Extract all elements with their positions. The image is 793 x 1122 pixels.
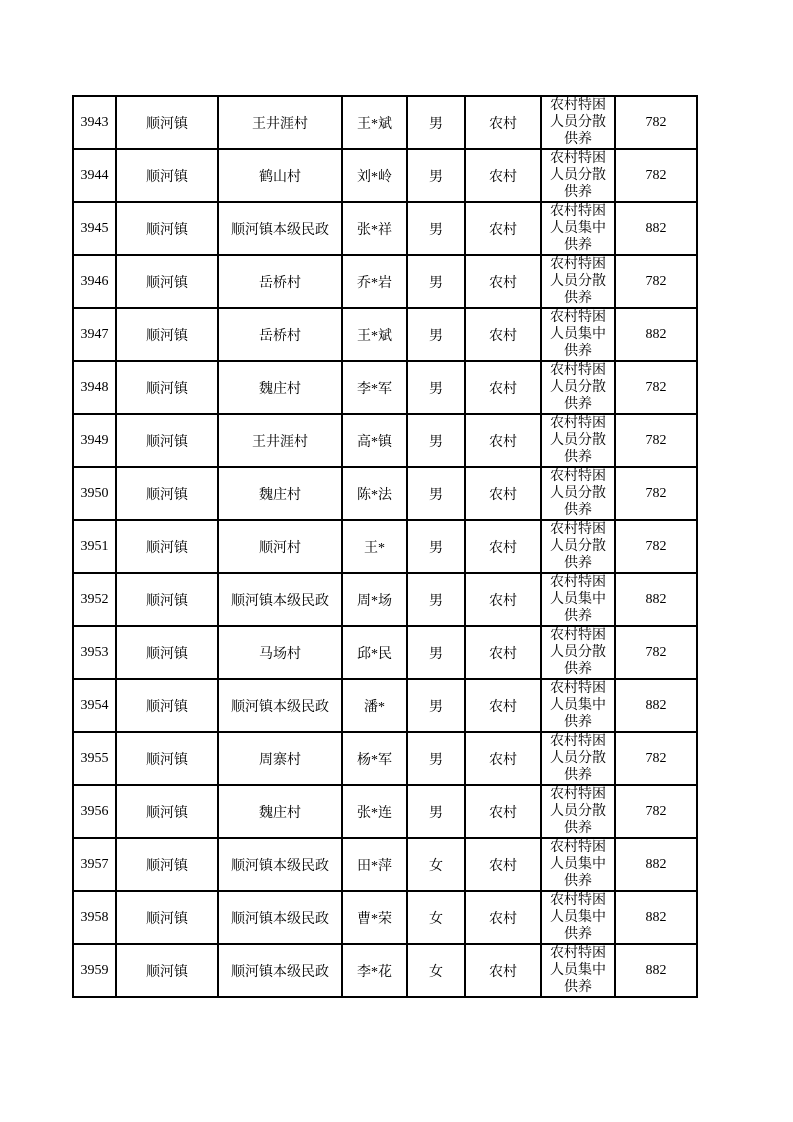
cell-gender: 男 — [407, 308, 465, 361]
cell-gender: 男 — [407, 520, 465, 573]
cell-id: 3957 — [73, 838, 116, 891]
cell-id: 3950 — [73, 467, 116, 520]
table-row — [73, 255, 697, 308]
cell-town: 顺河镇 — [116, 308, 218, 361]
cell-village: 马场村 — [218, 626, 342, 679]
cell-id: 3944 — [73, 149, 116, 202]
table-row — [73, 944, 697, 997]
cell-category — [541, 414, 615, 467]
cell-town: 顺河镇 — [116, 255, 218, 308]
records-table-body — [73, 96, 697, 997]
cell-town: 顺河镇 — [116, 679, 218, 732]
cell-name: 潘* — [342, 679, 407, 732]
cell-gender: 男 — [407, 679, 465, 732]
cell-gender: 男 — [407, 414, 465, 467]
cell-village: 顺河镇本级民政 — [218, 838, 342, 891]
cell-area: 农村 — [465, 255, 541, 308]
cell-id: 3948 — [73, 361, 116, 414]
cell-amount: 882 — [615, 202, 697, 255]
cell-name: 李*军 — [342, 361, 407, 414]
cell-id: 3955 — [73, 732, 116, 785]
cell-gender: 女 — [407, 838, 465, 891]
cell-amount: 782 — [615, 96, 697, 149]
table-row — [73, 202, 697, 255]
cell-name: 张*祥 — [342, 202, 407, 255]
table-row — [73, 149, 697, 202]
cell-village: 顺河镇本级民政 — [218, 573, 342, 626]
cell-category — [541, 573, 615, 626]
cell-amount: 882 — [615, 944, 697, 997]
cell-category — [541, 626, 615, 679]
cell-gender: 男 — [407, 732, 465, 785]
category-text: 农村特困人员分散供养 — [550, 734, 606, 783]
cell-gender: 男 — [407, 149, 465, 202]
category-text: 农村特困人员集中供养 — [550, 310, 606, 359]
table-row — [73, 414, 697, 467]
records-table — [72, 95, 698, 998]
cell-name: 刘*岭 — [342, 149, 407, 202]
cell-village: 顺河镇本级民政 — [218, 202, 342, 255]
table-row — [73, 626, 697, 679]
cell-gender: 男 — [407, 202, 465, 255]
cell-town: 顺河镇 — [116, 838, 218, 891]
cell-area: 农村 — [465, 573, 541, 626]
cell-gender: 男 — [407, 467, 465, 520]
cell-gender: 男 — [407, 626, 465, 679]
cell-name: 曹*荣 — [342, 891, 407, 944]
cell-name: 张*连 — [342, 785, 407, 838]
cell-town: 顺河镇 — [116, 361, 218, 414]
cell-amount: 782 — [615, 785, 697, 838]
cell-name: 李*花 — [342, 944, 407, 997]
cell-name: 邱*民 — [342, 626, 407, 679]
cell-area: 农村 — [465, 891, 541, 944]
cell-id: 3947 — [73, 308, 116, 361]
cell-category — [541, 255, 615, 308]
cell-area: 农村 — [465, 626, 541, 679]
cell-id: 3954 — [73, 679, 116, 732]
category-text: 农村特困人员分散供养 — [550, 416, 606, 465]
cell-name: 周*场 — [342, 573, 407, 626]
cell-gender: 女 — [407, 944, 465, 997]
table-row — [73, 838, 697, 891]
cell-amount: 782 — [615, 520, 697, 573]
cell-amount: 782 — [615, 255, 697, 308]
category-text: 农村特困人员分散供养 — [550, 98, 606, 147]
cell-name: 王*斌 — [342, 308, 407, 361]
cell-area: 农村 — [465, 149, 541, 202]
category-text: 农村特困人员分散供养 — [550, 469, 606, 518]
cell-amount: 882 — [615, 573, 697, 626]
category-text: 农村特困人员集中供养 — [550, 840, 606, 889]
cell-name: 乔*岩 — [342, 255, 407, 308]
table-row — [73, 573, 697, 626]
cell-category — [541, 149, 615, 202]
cell-gender: 女 — [407, 891, 465, 944]
table-row — [73, 361, 697, 414]
cell-amount: 782 — [615, 414, 697, 467]
cell-category — [541, 679, 615, 732]
cell-id: 3958 — [73, 891, 116, 944]
cell-id: 3949 — [73, 414, 116, 467]
category-text: 农村特困人员集中供养 — [550, 681, 606, 730]
category-text: 农村特困人员分散供养 — [550, 787, 606, 836]
cell-town: 顺河镇 — [116, 467, 218, 520]
cell-town: 顺河镇 — [116, 149, 218, 202]
cell-category — [541, 944, 615, 997]
cell-amount: 782 — [615, 149, 697, 202]
table-row — [73, 785, 697, 838]
cell-name: 王*斌 — [342, 96, 407, 149]
cell-category — [541, 785, 615, 838]
cell-area: 农村 — [465, 785, 541, 838]
category-text: 农村特困人员集中供养 — [550, 204, 606, 253]
table-row — [73, 520, 697, 573]
cell-id: 3951 — [73, 520, 116, 573]
category-text: 农村特困人员分散供养 — [550, 257, 606, 306]
cell-area: 农村 — [465, 520, 541, 573]
cell-amount: 782 — [615, 626, 697, 679]
cell-id: 3959 — [73, 944, 116, 997]
cell-village: 顺河镇本级民政 — [218, 891, 342, 944]
cell-gender: 男 — [407, 96, 465, 149]
cell-name: 高*镇 — [342, 414, 407, 467]
cell-town: 顺河镇 — [116, 626, 218, 679]
cell-town: 顺河镇 — [116, 414, 218, 467]
table-row — [73, 467, 697, 520]
cell-area: 农村 — [465, 414, 541, 467]
cell-town: 顺河镇 — [116, 891, 218, 944]
cell-town: 顺河镇 — [116, 202, 218, 255]
category-text: 农村特困人员分散供养 — [550, 628, 606, 677]
cell-id: 3956 — [73, 785, 116, 838]
cell-village: 岳桥村 — [218, 255, 342, 308]
cell-gender: 男 — [407, 573, 465, 626]
category-text: 农村特困人员分散供养 — [550, 151, 606, 200]
cell-name: 王* — [342, 520, 407, 573]
cell-id: 3945 — [73, 202, 116, 255]
category-text: 农村特困人员分散供养 — [550, 363, 606, 412]
table-row — [73, 891, 697, 944]
cell-id: 3946 — [73, 255, 116, 308]
cell-village: 岳桥村 — [218, 308, 342, 361]
cell-name: 田*萍 — [342, 838, 407, 891]
cell-area: 农村 — [465, 96, 541, 149]
cell-category — [541, 361, 615, 414]
cell-area: 农村 — [465, 467, 541, 520]
cell-village: 周寨村 — [218, 732, 342, 785]
cell-amount: 882 — [615, 308, 697, 361]
cell-town: 顺河镇 — [116, 785, 218, 838]
cell-amount: 782 — [615, 361, 697, 414]
cell-town: 顺河镇 — [116, 573, 218, 626]
cell-town: 顺河镇 — [116, 96, 218, 149]
cell-name: 陈*法 — [342, 467, 407, 520]
cell-village: 魏庄村 — [218, 361, 342, 414]
table-row — [73, 308, 697, 361]
cell-category — [541, 520, 615, 573]
cell-area: 农村 — [465, 732, 541, 785]
cell-category — [541, 308, 615, 361]
cell-id: 3943 — [73, 96, 116, 149]
cell-category — [541, 732, 615, 785]
cell-town: 顺河镇 — [116, 944, 218, 997]
cell-name: 杨*军 — [342, 732, 407, 785]
cell-village: 鹤山村 — [218, 149, 342, 202]
cell-village: 顺河镇本级民政 — [218, 679, 342, 732]
category-text: 农村特困人员集中供养 — [550, 893, 606, 942]
cell-gender: 男 — [407, 785, 465, 838]
cell-amount: 882 — [615, 838, 697, 891]
cell-gender: 男 — [407, 255, 465, 308]
cell-town: 顺河镇 — [116, 732, 218, 785]
category-text: 农村特困人员分散供养 — [550, 522, 606, 571]
cell-amount: 882 — [615, 891, 697, 944]
cell-area: 农村 — [465, 679, 541, 732]
cell-area: 农村 — [465, 202, 541, 255]
cell-amount: 782 — [615, 467, 697, 520]
cell-village: 王井涯村 — [218, 96, 342, 149]
cell-village: 魏庄村 — [218, 467, 342, 520]
cell-area: 农村 — [465, 308, 541, 361]
table-row — [73, 732, 697, 785]
cell-village: 顺河村 — [218, 520, 342, 573]
cell-village: 王井涯村 — [218, 414, 342, 467]
cell-category — [541, 891, 615, 944]
table-row — [73, 96, 697, 149]
cell-category — [541, 838, 615, 891]
cell-village: 顺河镇本级民政 — [218, 944, 342, 997]
cell-area: 农村 — [465, 361, 541, 414]
cell-id: 3952 — [73, 573, 116, 626]
cell-category — [541, 202, 615, 255]
category-text: 农村特困人员集中供养 — [550, 946, 606, 995]
cell-amount: 782 — [615, 732, 697, 785]
cell-id: 3953 — [73, 626, 116, 679]
cell-town: 顺河镇 — [116, 520, 218, 573]
cell-area: 农村 — [465, 944, 541, 997]
cell-category — [541, 96, 615, 149]
cell-gender: 男 — [407, 361, 465, 414]
cell-amount: 882 — [615, 679, 697, 732]
cell-category — [541, 467, 615, 520]
cell-village: 魏庄村 — [218, 785, 342, 838]
table-row — [73, 679, 697, 732]
cell-area: 农村 — [465, 838, 541, 891]
category-text: 农村特困人员集中供养 — [550, 575, 606, 624]
